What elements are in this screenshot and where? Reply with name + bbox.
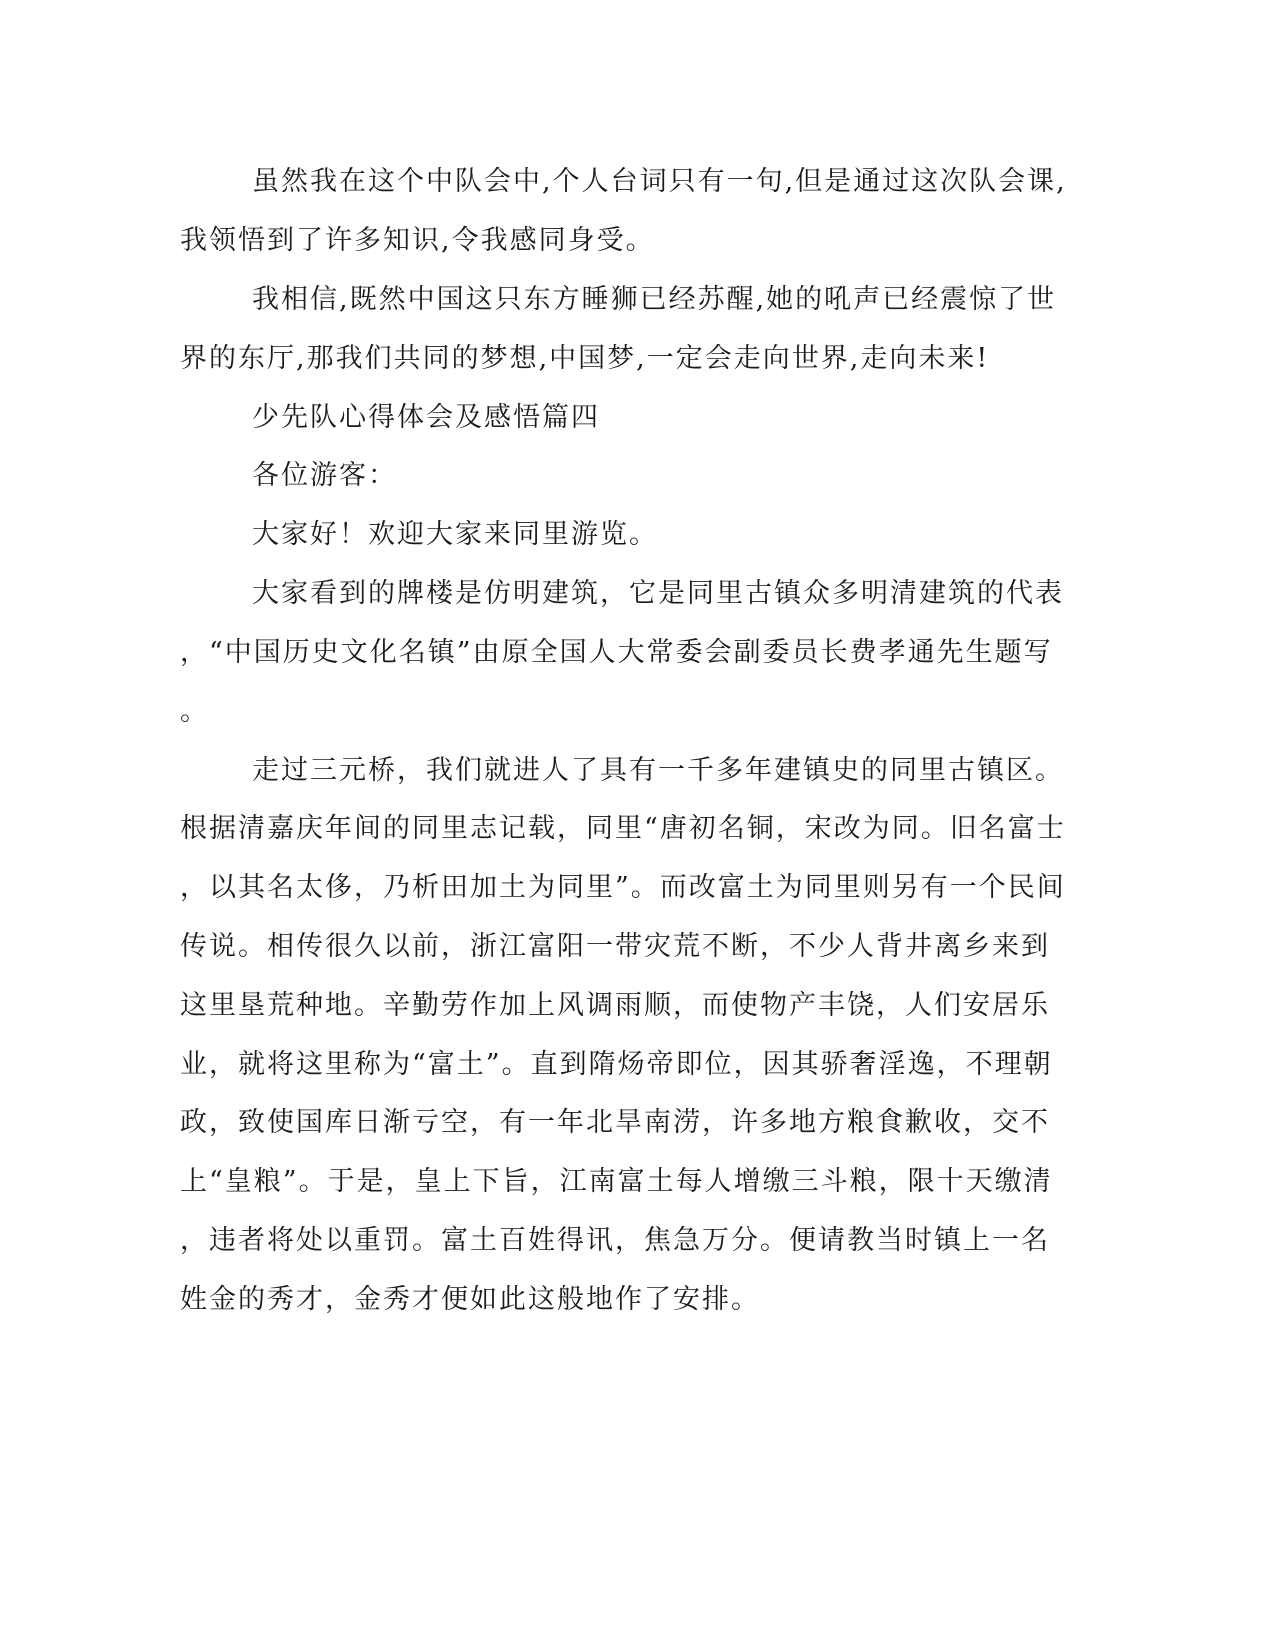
text-line: 这里垦荒种地。辛勤劳作加上风调雨顺，而使物产丰饶，人们安居乐 — [180, 990, 1050, 1021]
text-line: 。 — [180, 696, 209, 727]
text-line: 根据清嘉庆年间的同里志记载，同里“唐初名铜，宋改为同。旧名富士 — [180, 813, 1066, 844]
text-line: 我领悟到了许多知识,令我感同身受。 — [180, 225, 655, 256]
text-line: 业，就将这里称为“富土”。直到隋炀帝即位，因其骄奢淫逸，不理朝 — [180, 1049, 1053, 1080]
text-line: ，“中国历史文化名镇”由原全国人大常委会副委员长费孝通先生题写 — [180, 637, 1053, 668]
text-line: 各位游客： — [252, 460, 397, 491]
text-line: 上“皇粮”。于是，皇上下旨，江南富土每人增缴三斗粮，限十天缴清 — [180, 1166, 1053, 1197]
text-line: 姓金的秀才，金秀才便如此这般地作了安排。 — [180, 1284, 760, 1315]
text-line: 走过三元桥，我们就进人了具有一千多年建镇史的同里古镇区。 — [252, 755, 1064, 786]
text-line: 界的东厅,那我们共同的梦想,中国梦,一定会走向世界,走向未来! — [180, 343, 990, 374]
text-line: 大家看到的牌楼是仿明建筑，它是同里古镇众多明清建筑的代表 — [252, 578, 1064, 609]
text-line: 政，致使国库日渐亏空，有一年北旱南涝，许多地方粮食歉收，交不 — [180, 1107, 1050, 1138]
text-line: 大家好！欢迎大家来同里游览。 — [252, 519, 658, 550]
text-line: 虽然我在这个中队会中,个人台词只有一句,但是通过这次队会课, — [252, 166, 1067, 197]
section-heading: 少先队心得体会及感悟篇四 — [252, 402, 600, 433]
text-line: ，以其名太侈，乃析田加土为同里”。而改富土为同里则另有一个民间 — [180, 872, 1066, 903]
text-line: 传说。相传很久以前，浙江富阳一带灾荒不断，不少人背井离乡来到 — [180, 931, 1050, 962]
text-line: 我相信,既然中国这只东方睡狮已经苏醒,她的吼声已经震惊了世 — [252, 284, 1057, 315]
text-line: ，违者将处以重罚。富土百姓得讯，焦急万分。便请教当时镇上一名 — [180, 1225, 1050, 1256]
